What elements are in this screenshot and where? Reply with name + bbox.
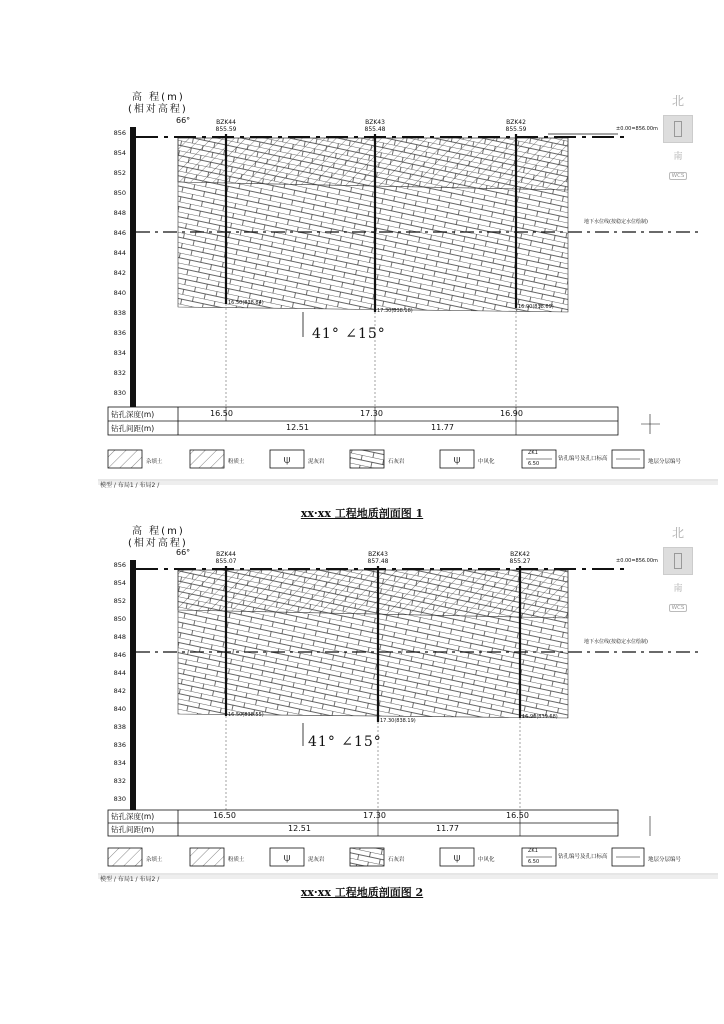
figure-caption-1: xx·xx 工程地质剖面图 1 bbox=[300, 507, 424, 520]
datum-label: ±0.00=856.00m bbox=[616, 126, 658, 132]
water-level-label: 地下水位线(按稳定水位绘制) bbox=[584, 219, 648, 225]
tick-label: 832 bbox=[113, 777, 126, 785]
borehole-id: BZK44 855.59 bbox=[215, 119, 237, 133]
borehole-bottom: 17.30(838.19) bbox=[380, 718, 416, 724]
depth-value: 16.50 bbox=[506, 811, 529, 820]
svg-text:⍦: ⍦ bbox=[453, 851, 461, 864]
dip-annotation: 41° ∠15° bbox=[308, 734, 382, 750]
legend-label: 地层分层编号 bbox=[648, 857, 682, 863]
borehole-bottom: 16.50(838.55) bbox=[228, 712, 264, 718]
compass[interactable] bbox=[653, 92, 703, 181]
legend-label: 粉质土 bbox=[228, 459, 245, 465]
legend-label: 杂填土 bbox=[146, 459, 163, 465]
tick-label: 830 bbox=[113, 795, 126, 803]
y-axis-subtitle: (相对高程) bbox=[128, 538, 188, 549]
legend-box-bottom: 6.50 bbox=[528, 461, 540, 467]
borehole-bottom: 16.90(838.69) bbox=[518, 304, 554, 310]
tick-label: 852 bbox=[113, 597, 126, 605]
depth-row-label: 钻孔深度(m) bbox=[111, 410, 155, 419]
legend-label: 钻孔编号及孔口标高 bbox=[558, 456, 608, 462]
tick-label: 836 bbox=[113, 741, 126, 749]
view-cube-icon[interactable] bbox=[663, 115, 693, 143]
tick-label: 846 bbox=[113, 229, 126, 237]
south-label: 南 bbox=[673, 584, 683, 594]
spacing-row-label: 钻孔间距(m) bbox=[111, 424, 155, 433]
section-drawing-2 bbox=[98, 518, 718, 908]
elevation-axis bbox=[130, 127, 136, 407]
strike-label: 66° bbox=[176, 548, 191, 557]
tick-label: 850 bbox=[113, 615, 126, 623]
dip-annotation: 41° ∠15° bbox=[312, 326, 386, 342]
north-label: 北 bbox=[671, 94, 684, 108]
spacing-value: 11.77 bbox=[436, 824, 459, 833]
borehole-bottom: 16.50(838.84) bbox=[228, 300, 264, 306]
depth-value: 17.30 bbox=[363, 811, 386, 820]
depth-value: 16.50 bbox=[210, 409, 233, 418]
legend-box-bottom: 6.50 bbox=[528, 859, 540, 865]
legend-label: 粉质土 bbox=[228, 857, 245, 863]
spacing-row-label: 钻孔间距(m) bbox=[111, 825, 155, 834]
borehole-bottom: 17.30(838.18) bbox=[377, 308, 413, 314]
legend-label: 中风化 bbox=[478, 857, 495, 863]
legend-label: 杂填土 bbox=[146, 857, 163, 863]
tick-label: 838 bbox=[113, 723, 126, 731]
layout-tabs[interactable]: 模型 / 布局1 / 布局2 / bbox=[100, 482, 160, 489]
layout-tabs[interactable]: 模型 / 布局1 / 布局2 / bbox=[100, 876, 160, 883]
tick-label: 832 bbox=[113, 369, 126, 377]
tick-label: 844 bbox=[113, 669, 126, 677]
borehole-id: BZK42 855.27 bbox=[509, 551, 531, 565]
tick-label: 854 bbox=[113, 149, 126, 157]
tick-label: 846 bbox=[113, 651, 126, 659]
tick-label: 848 bbox=[113, 633, 126, 641]
wcs-button[interactable]: WCS bbox=[669, 604, 688, 612]
strike-label: 66° bbox=[176, 116, 191, 125]
tick-label: 844 bbox=[113, 249, 126, 257]
silty-soil-layer bbox=[178, 570, 568, 618]
tick-label: 830 bbox=[113, 389, 126, 397]
datum-label: ±0.00=856.00m bbox=[616, 558, 658, 564]
silty-soil-layer bbox=[178, 138, 568, 190]
section-drawing-1 bbox=[98, 82, 718, 492]
tick-label: 838 bbox=[113, 309, 126, 317]
tick-label: 840 bbox=[113, 705, 126, 713]
tick-label: 834 bbox=[113, 759, 126, 767]
tick-label: 848 bbox=[113, 209, 126, 217]
y-axis-title: 高 程(m) bbox=[132, 92, 185, 103]
tick-label: 852 bbox=[113, 169, 126, 177]
wcs-button[interactable]: WCS bbox=[669, 172, 688, 180]
y-axis-subtitle: (相对高程) bbox=[128, 104, 188, 115]
svg-text:⍦: ⍦ bbox=[283, 851, 291, 864]
tick-label: 856 bbox=[113, 561, 126, 569]
legend-label: 泥灰岩 bbox=[308, 459, 325, 465]
legend-label: 石灰岩 bbox=[388, 857, 405, 863]
borehole-id: BZK43 857.48 bbox=[367, 551, 389, 565]
elevation-axis bbox=[130, 560, 136, 810]
tick-label: 854 bbox=[113, 579, 126, 587]
compass[interactable] bbox=[653, 524, 703, 613]
depth-value: 16.90 bbox=[500, 409, 523, 418]
legend-label: 石灰岩 bbox=[388, 459, 405, 465]
tick-label: 856 bbox=[113, 129, 126, 137]
borehole-id: BZK44 855.07 bbox=[215, 551, 237, 565]
south-label: 南 bbox=[673, 152, 683, 162]
spacing-value: 12.51 bbox=[286, 423, 309, 432]
section-figure-1 bbox=[98, 82, 718, 492]
svg-text:⍦: ⍦ bbox=[453, 453, 461, 466]
spacing-value: 12.51 bbox=[288, 824, 311, 833]
depth-row-label: 钻孔深度(m) bbox=[111, 812, 155, 821]
tick-label: 834 bbox=[113, 349, 126, 357]
spacing-value: 11.77 bbox=[431, 423, 454, 432]
legend-label: 泥灰岩 bbox=[308, 857, 325, 863]
borehole-id: BZK42 855.59 bbox=[505, 119, 527, 133]
legend-box-top: ZK1 bbox=[528, 848, 538, 854]
tick-label: 850 bbox=[113, 189, 126, 197]
legend-label: 地层分层编号 bbox=[648, 459, 682, 465]
depth-value: 17.30 bbox=[360, 409, 383, 418]
y-axis-title: 高 程(m) bbox=[132, 526, 185, 537]
legend-box-top: ZK1 bbox=[528, 450, 538, 456]
depth-value: 16.50 bbox=[213, 811, 236, 820]
legend-label: 钻孔编号及孔口标高 bbox=[558, 854, 608, 860]
tick-label: 842 bbox=[113, 687, 126, 695]
legend-label: 中风化 bbox=[478, 459, 495, 465]
svg-text:⍦: ⍦ bbox=[283, 453, 291, 466]
section-figure-2 bbox=[98, 518, 718, 908]
tick-label: 836 bbox=[113, 329, 126, 337]
water-level-label: 地下水位线(按稳定水位绘制) bbox=[584, 639, 648, 645]
figure-caption-2: xx·xx 工程地质剖面图 2 bbox=[300, 886, 424, 899]
north-label: 北 bbox=[671, 526, 684, 540]
borehole-id: BZK43 855.48 bbox=[364, 119, 386, 133]
tick-label: 842 bbox=[113, 269, 126, 277]
borehole-bottom: 16.90(839.68) bbox=[522, 714, 558, 720]
view-cube-icon[interactable] bbox=[663, 547, 693, 575]
tick-label: 840 bbox=[113, 289, 126, 297]
